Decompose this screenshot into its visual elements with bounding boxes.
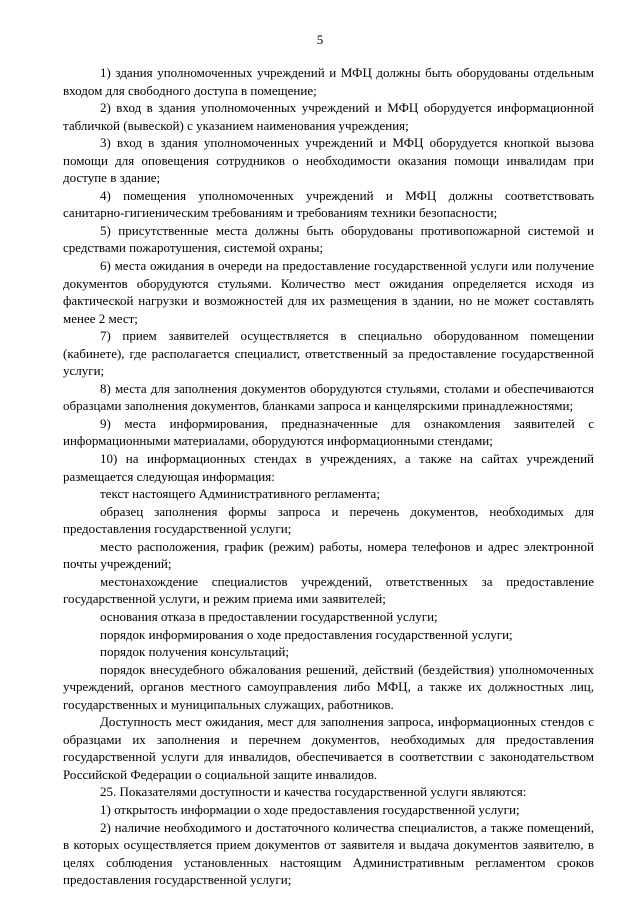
paragraph: 7) прием заявителей осуществляется в специально оборудованном помещении (кабинете), где располагается специалист, ответственный за предоставление государственной услуги; <box>63 328 594 379</box>
paragraph: текст настоящего Административного регламента; <box>100 486 380 502</box>
paragraph: 2) вход в здания уполномоченных учреждений и МФЦ оборудуется информационной табличкой (вывеской) с указанием наименования учреждения; <box>63 100 594 133</box>
paragraph: 8) места для заполнения документов оборудуются стульями, столами и обеспечиваются образцами заполнения документов, бланками запроса и канцелярскими принадлежностями; <box>63 380 594 414</box>
paragraph: порядок внесудебного обжалования решений, действий (бездействия) уполномоченных учреждений, органов местного самоуправления либо МФЦ, а также их должностных лиц, государственных и муниципальных служащих, работников. <box>63 661 594 712</box>
paragraph: порядок получения консультаций; <box>100 644 289 660</box>
paragraph: 1) здания уполномоченных учреждений и МФЦ должны быть оборудованы отдельным входом для свободного доступа в помещение; <box>63 65 594 98</box>
paragraph: основания отказа в предоставлении государственной услуги; <box>100 608 438 624</box>
paragraph: место расположения, график (режим) работы, номера телефонов и адрес электронной почты учреждений; <box>63 538 594 572</box>
paragraph: 4) помещения уполномоченных учреждений и МФЦ должны соответствовать санитарно-гигиеническим требованиям и требованиям техники безопасности; <box>63 187 594 221</box>
paragraph: 9) места информирования, предназначенные для ознакомления заявителей с информационными материалами, оборудуются информационными стендами; <box>63 415 594 449</box>
document-body <box>63 64 594 889</box>
paragraph: 3) вход в здания уполномоченных учреждений и МФЦ оборудуется кнопкой вызова помощи для оповещения сотрудников о необходимости оказания помощи инвалидам при доступе в здание; <box>63 135 594 186</box>
paragraph: местонахождение специалистов учреждений, ответственных за предоставление государственной услуги, и режим приема ими заявителей; <box>63 573 594 607</box>
paragraph: 1) открытость информации о ходе предоставления государственной услуги; <box>100 801 520 817</box>
paragraph: Доступность мест ожидания, мест для заполнения запроса, информационных стендов с образцами их заполнения и перечнем документов, необходимых для предоставления государственной услуги для инвалидов, обеспечивается в соответствии с законодательством Российской Федерации о социальной защите инвалидов. <box>63 714 594 782</box>
paragraph: 5) присутственные места должны быть оборудованы противопожарной системой и средствами пожаротушения, системой охраны; <box>63 222 594 256</box>
paragraph: 6) места ожидания в очереди на предоставление государственной услуги или получение документов оборудуются стульями. Количество мест ожидания определяется исходя из фактической нагрузки и возможностей для их размещения в здании, но не может составлять менее 2 мест; <box>63 258 594 326</box>
paragraph: 2) наличие необходимого и достаточного количества специалистов, а также помещений, в которых осуществляется прием документов от заявителя и выдача документов заявителю, в целях соблюдения установленных настоящим Административным регламентом сроков предоставления государственной услуги; <box>63 819 594 888</box>
paragraph: порядок информирования о ходе предоставления государственной услуги; <box>100 626 513 642</box>
paragraph: образец заполнения формы запроса и перечень документов, необходимых для предоставления государственной услуги; <box>63 503 594 537</box>
page-number: 5 <box>316 32 324 47</box>
paragraph: 10) на информационных стендах в учреждениях, а также на сайтах учреждений размещается следующая информация: <box>63 451 594 484</box>
paragraph: 25. Показателями доступности и качества государственной услуги являются: <box>100 784 527 800</box>
